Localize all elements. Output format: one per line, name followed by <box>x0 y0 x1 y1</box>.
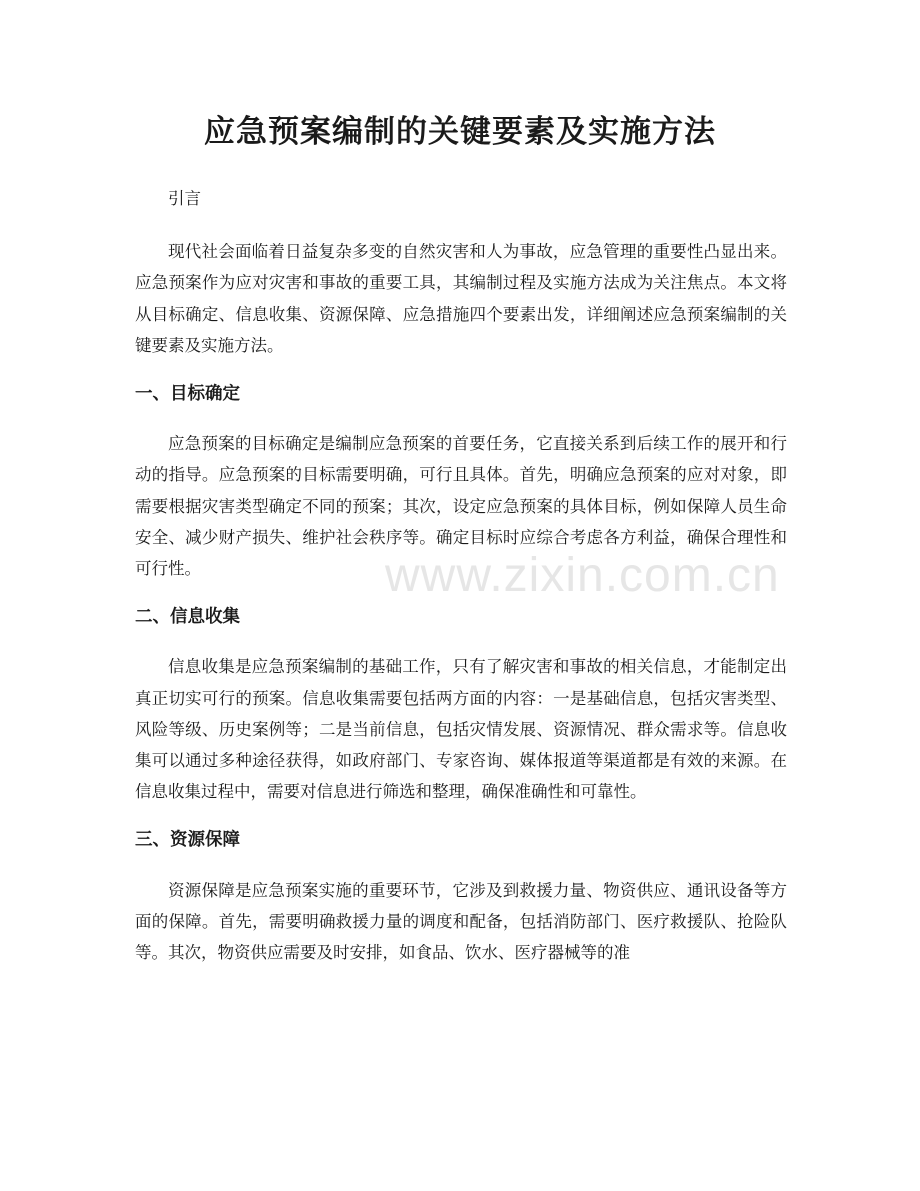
intro-label: 引言 <box>168 189 201 208</box>
section-heading-goal: 一、目标确定 <box>135 384 240 405</box>
section-paragraph-goal: 应急预案的目标确定是编制应急预案的首要任务，它直接关系到后续工作的展开和行动的指导。应急预案的目标需要明确，可行且具体。首先，明确应急预案的应对对象，即需要根据灾害类型确定不同的预案；其次，设定应急预案的具体目标，例如保障人员生命安全、减少财产损失、维护社会秩序等。确定目标时应综合考虑各方利益，确保合理性和可行性。 <box>135 434 787 579</box>
section-heading-resource: 三、资源保障 <box>135 830 240 851</box>
watermark: www.zixin.com.cn <box>385 549 780 602</box>
section-paragraph-resource: 资源保障是应急预案实施的重要环节，它涉及到救援力量、物资供应、通讯设备等方面的保障。首先，需要明确救援力量的调度和配备，包括消防部门、医疗救援队、抢险队等。其次，物资供应需要及时安排，如食品、饮水、医疗器械等的准 <box>135 880 787 963</box>
section-heading-info: 二、信息收集 <box>135 607 240 628</box>
section-paragraph-info: 信息收集是应急预案编制的基础工作，只有了解灾害和事故的相关信息，才能制定出真正切实可行的预案。信息收集需要包括两方面的内容：一是基础信息，包括灾害类型、风险等级、历史案例等；二是当前信息，包括灾情发展、资源情况、群众需求等。信息收集可以通过多种途径获得，如政府部门、专家咨询、媒体报道等渠道都是有效的来源。在信息收集过程中，需要对信息进行筛选和整理，确保准确性和可靠性。 <box>135 657 787 802</box>
document-title: 应急预案编制的关键要素及实施方法 <box>204 114 716 150</box>
intro-paragraph: 现代社会面临着日益复杂多变的自然灾害和人为事故，应急管理的重要性凸显出来。应急预案作为应对灾害和事故的重要工具，其编制过程及实施方法成为关注焦点。本文将从目标确定、信息收集、资源保障、应急措施四个要素出发，详细阐述应急预案编制的关键要素及实施方法。 <box>135 242 787 355</box>
